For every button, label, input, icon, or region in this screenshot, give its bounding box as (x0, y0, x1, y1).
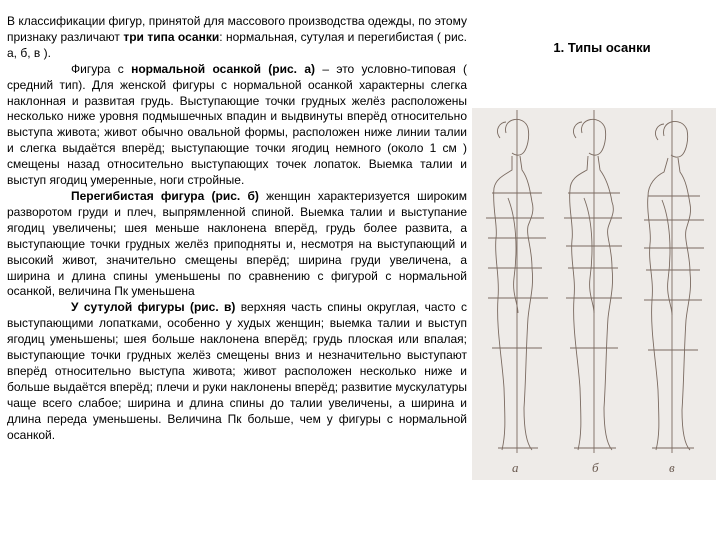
posture-illustration (472, 108, 716, 480)
body-text (7, 14, 467, 443)
figure-b-silhouette (564, 110, 622, 453)
figure-a-silhouette (486, 110, 548, 453)
posture-figure (472, 108, 716, 480)
paragraph-stooped: У сутулой фигуры (рис. в) верхняя часть спины округлая, часто с выступающими лопатками, особенно у худых женщин; выемка талии и выступ ягодиц уменьшены; шея больше наклонена вперёд; грудь плоская или впалая; выступающие точки грудных желёз смещены вниз и незначительно выступают вперёд относительно выступа живота; живот расположен несколько ниже и больше выдаётся вперёд; плечи и руки наклонены вперёд; развитие мускулатуры чаще всего слабое; ширина и длина спины до талии увеличены, а ширина и длина переда уменьшены. Величина Пк больше, чем у фигуры с нормальной осанкой. (7, 300, 467, 442)
three-posture-types: три типа осанки (123, 29, 220, 44)
figure-c-silhouette (644, 110, 704, 453)
paragraph-arched: Перегибистая фигура (рис. б) женщин характеризуется широким разворотом груди и плеч, выпрямленной спиной. Выемка талии и выступание ягодиц увеличены; шея меньше наклонена вперёд, грудь более развита, а выступающие точки грудных желёз приподняты и, несмотря на выступающий и высокий живот, значительно смещены вперёд; ширина груди увеличена, а ширина и длина спины уменьшены по сравнению с фигурой с нормальной осанкой, величина Пк уменьшена (7, 188, 467, 299)
figure-label-b: б (592, 460, 599, 475)
slide-title: 1. Типы осанки (553, 40, 651, 55)
figure-label-a: а (512, 460, 519, 475)
paragraph-intro: В классификации фигур, принятой для массового производства одежды, по этому признаку различают три типа осанки: нормальная, сутулая и перегибистая ( рис. а, б, в ). (7, 14, 467, 60)
figure-label-c: в (669, 460, 675, 475)
paragraph-normal: Фигура с нормальной осанкой (рис. а) – это условно-типовая ( средний тип). Для женской фигуры с нормальной осанкой характерны слегка наклонная и развитая грудь. Выступающие точки грудных желёз расположены несколько ниже уровня подмышечных впадин и выдвинуты вперёд относительно выступа живота; живот обычно овальной формы, расположен ниже линии талии и слегка выдаётся вперёд; выступающие точки ягодиц немного (около 1 см ) смещены назад относительно выступающих точек лопаток. Выемка талии и выступ ягодиц умеренные, ноги стройные. (7, 61, 468, 188)
